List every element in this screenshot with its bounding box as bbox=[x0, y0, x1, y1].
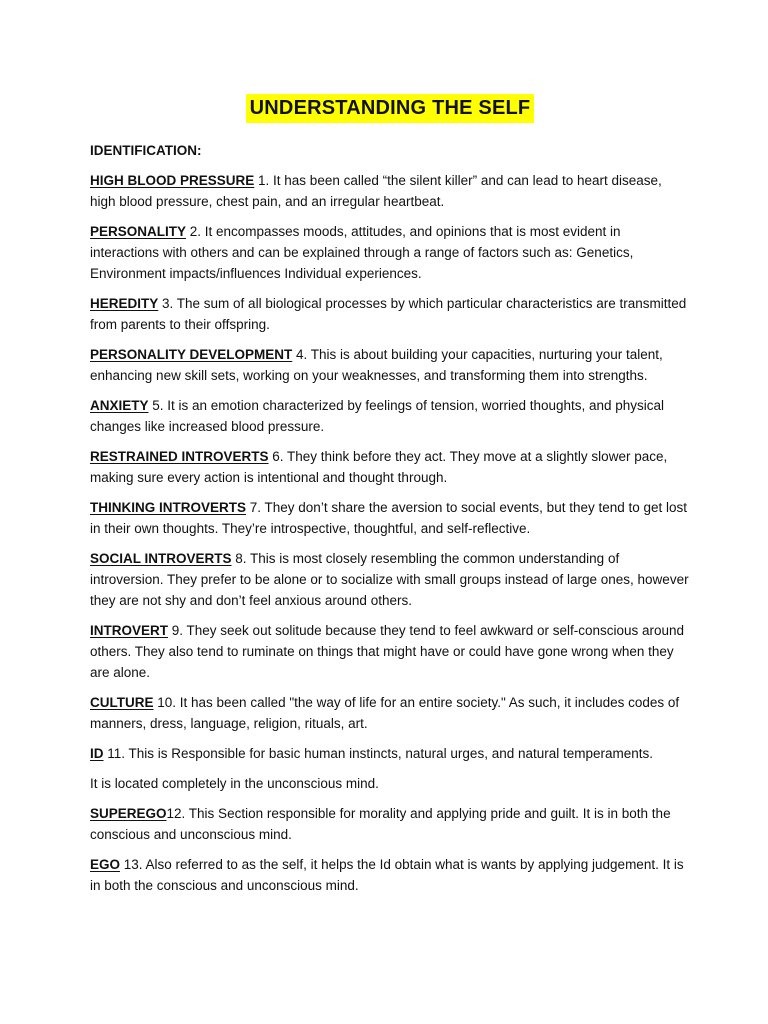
item-term: THINKING INTROVERTS bbox=[90, 500, 247, 515]
item-text: 12. This Section responsible for morality and applying pride and guilt. It is in both the conscious and unconscious mind. bbox=[90, 806, 671, 842]
item-text: 2. It encompasses moods, attitudes, and opinions that is most evident in interactions with others and can be explained through a range of factors such as: Genetics, Environment impacts/influences Individual experiences. bbox=[90, 224, 634, 281]
item-restrained-introverts bbox=[90, 446, 690, 488]
title-container bbox=[90, 94, 690, 123]
item-ego bbox=[90, 854, 690, 896]
item-high-blood-pressure bbox=[90, 170, 690, 212]
item-social-introverts bbox=[90, 548, 690, 611]
item-personality-development bbox=[90, 344, 690, 386]
item-text: 5. It is an emotion characterized by feelings of tension, worried thoughts, and physical changes like increased blood pressure. bbox=[90, 398, 665, 434]
document-page bbox=[90, 94, 690, 905]
item-anxiety bbox=[90, 395, 690, 437]
item-introvert bbox=[90, 620, 690, 683]
item-text: 9. They seek out solitude because they tend to feel awkward or self-conscious around others. They also tend to ruminate on things that might have or could have gone wrong when they are alone. bbox=[90, 623, 685, 680]
item-term: HEREDITY bbox=[90, 296, 159, 311]
item-text: 3. The sum of all biological processes by which particular characteristics are transmitted from parents to their offspring. bbox=[90, 296, 687, 332]
document-title: UNDERSTANDING THE SELF bbox=[246, 94, 535, 123]
item-id bbox=[90, 743, 690, 764]
item-thinking-introverts bbox=[90, 497, 690, 539]
item-term: HIGH BLOOD PRESSURE bbox=[90, 173, 255, 188]
item-term: ANXIETY bbox=[90, 398, 149, 413]
item-term: RESTRAINED INTROVERTS bbox=[90, 449, 269, 464]
id-note: It is located completely in the unconscious mind. bbox=[90, 776, 379, 791]
item-text: 11. This is Responsible for basic human instincts, natural urges, and natural temperaments. bbox=[103, 746, 654, 761]
item-personality bbox=[90, 221, 690, 284]
item-term: PERSONALITY bbox=[90, 224, 187, 239]
item-term: EGO bbox=[90, 857, 121, 872]
item-text: 1. It has been called “the silent killer” and can lead to heart disease, high blood pressure, chest pain, and an irregular heartbeat. bbox=[90, 173, 662, 209]
item-term: SUPEREGO bbox=[90, 806, 167, 821]
item-culture bbox=[90, 692, 690, 734]
item-heredity bbox=[90, 293, 690, 335]
item-text: 7. They don’t share the aversion to social events, but they tend to get lost in their own thoughts. They’re introspective, thoughtful, and self-reflective. bbox=[90, 500, 688, 536]
item-text: 13. Also referred to as the self, it helps the Id obtain what is wants by applying judgement. It is in both the conscious and unconscious mind. bbox=[90, 857, 684, 893]
item-term: INTROVERT bbox=[90, 623, 169, 638]
item-text: 6. They think before they act. They move at a slightly slower pace, making sure every action is intentional and thought through. bbox=[90, 449, 668, 485]
item-superego bbox=[90, 803, 690, 845]
item-term: SOCIAL INTROVERTS bbox=[90, 551, 232, 566]
item-term: CULTURE bbox=[90, 695, 154, 710]
item-text: 10. It has been called "the way of life for an entire society." As such, it includes codes of manners, dress, language, religion, rituals, art. bbox=[90, 695, 680, 731]
item-text: 4. This is about building your capacities, nurturing your talent, enhancing new skill sets, working on your weaknesses, and transforming them into strengths. bbox=[90, 347, 663, 383]
item-term: ID bbox=[90, 746, 104, 761]
item-term: PERSONALITY DEVELOPMENT bbox=[90, 347, 293, 362]
section-heading: IDENTIFICATION: bbox=[90, 143, 202, 158]
item-text: 8. This is most closely resembling the common understanding of introversion. They prefer to be alone or to socialize with small groups instead of large ones, however they are not shy and don’t feel anxious around others. bbox=[90, 551, 689, 608]
